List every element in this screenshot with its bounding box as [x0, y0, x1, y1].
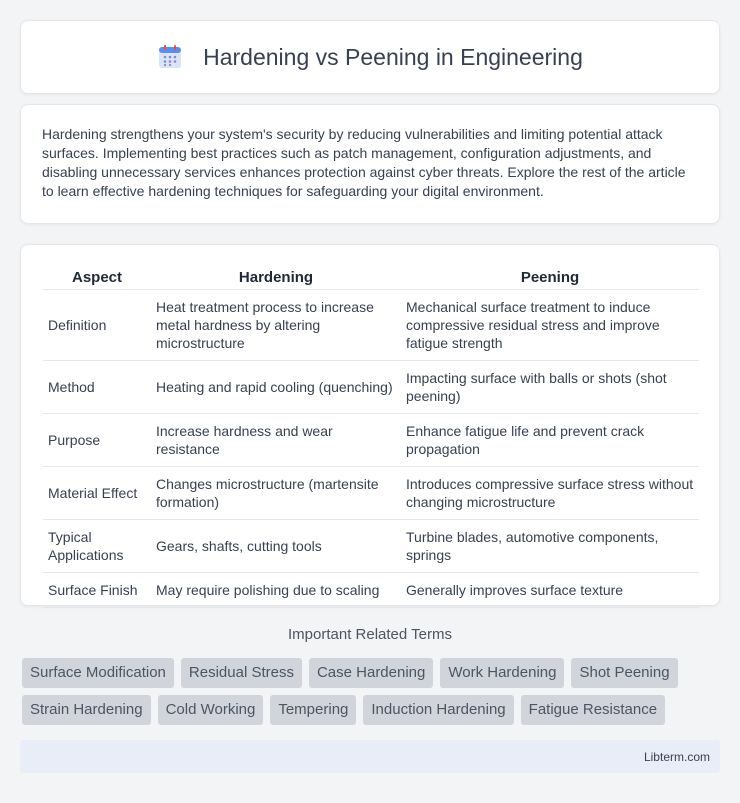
cell-hardening: Changes microstructure (martensite formation): [151, 467, 401, 520]
cell-peening: Impacting surface with balls or shots (shot peening): [401, 361, 699, 414]
related-term-tag[interactable]: Surface Modification: [22, 658, 174, 688]
related-term-tag[interactable]: Strain Hardening: [22, 695, 151, 725]
cell-hardening: Increase hardness and wear resistance: [151, 414, 401, 467]
page-title: Hardening vs Peening in Engineering: [203, 43, 583, 70]
table-header-row: [43, 265, 699, 290]
intro-text: Hardening strengthens your system's security by reducing vulnerabilities and limiting potential attack surfaces. Implementing best practices such as patch management, configuration adjustments, and disabling unnecessary services enhances protection against cyber threats. Explore the rest of the article to learn effective hardening techniques for safeguarding your digital environment.: [42, 126, 686, 199]
table-row: [43, 361, 699, 414]
cell-peening: Mechanical surface treatment to induce compressive residual stress and improve fatigue strength: [401, 290, 699, 361]
table-row: [43, 520, 699, 573]
header-hardening: Hardening: [151, 265, 401, 290]
calendar-grid-icon: [157, 44, 183, 70]
cell-hardening: Heating and rapid cooling (quenching): [151, 361, 401, 414]
cell-hardening: Gears, shafts, cutting tools: [151, 520, 401, 573]
cell-aspect: Surface Finish: [43, 573, 151, 608]
table-row: [43, 467, 699, 520]
cell-aspect: Method: [43, 361, 151, 414]
related-term-tag[interactable]: Shot Peening: [571, 658, 677, 688]
intro-card: [20, 104, 720, 224]
related-term-tag[interactable]: Cold Working: [158, 695, 264, 725]
related-term-tag[interactable]: Fatigue Resistance: [521, 695, 665, 725]
related-term-tag[interactable]: Tempering: [270, 695, 356, 725]
table-row: [43, 414, 699, 467]
footer-site-link[interactable]: Libterm.com: [643, 749, 710, 764]
related-terms-title: Important Related Terms: [288, 626, 452, 643]
header-card: [20, 20, 720, 94]
related-term-tag[interactable]: Induction Hardening: [363, 695, 513, 725]
cell-peening: Enhance fatigue life and prevent crack propagation: [401, 414, 699, 467]
cell-aspect: Typical Applications: [43, 520, 151, 573]
related-term-tag[interactable]: Residual Stress: [181, 658, 302, 688]
cell-aspect: Definition: [43, 290, 151, 361]
table-row: [43, 573, 699, 608]
cell-hardening: Heat treatment process to increase metal hardness by altering microstructure: [151, 290, 401, 361]
related-term-tag[interactable]: Work Hardening: [440, 658, 564, 688]
related-terms-list: [22, 658, 722, 725]
footer: [20, 740, 720, 773]
cell-peening: Introduces compressive surface stress without changing microstructure: [401, 467, 699, 520]
comparison-table: [43, 265, 699, 608]
header-aspect: Aspect: [43, 265, 151, 290]
comparison-table-card: [20, 244, 720, 606]
related-term-tag[interactable]: Case Hardening: [309, 658, 433, 688]
cell-hardening: May require polishing due to scaling: [151, 573, 401, 608]
cell-peening: Turbine blades, automotive components, springs: [401, 520, 699, 573]
header-peening: Peening: [401, 265, 699, 290]
cell-aspect: Material Effect: [43, 467, 151, 520]
cell-aspect: Purpose: [43, 414, 151, 467]
cell-peening: Generally improves surface texture: [401, 573, 699, 608]
table-row: [43, 290, 699, 361]
